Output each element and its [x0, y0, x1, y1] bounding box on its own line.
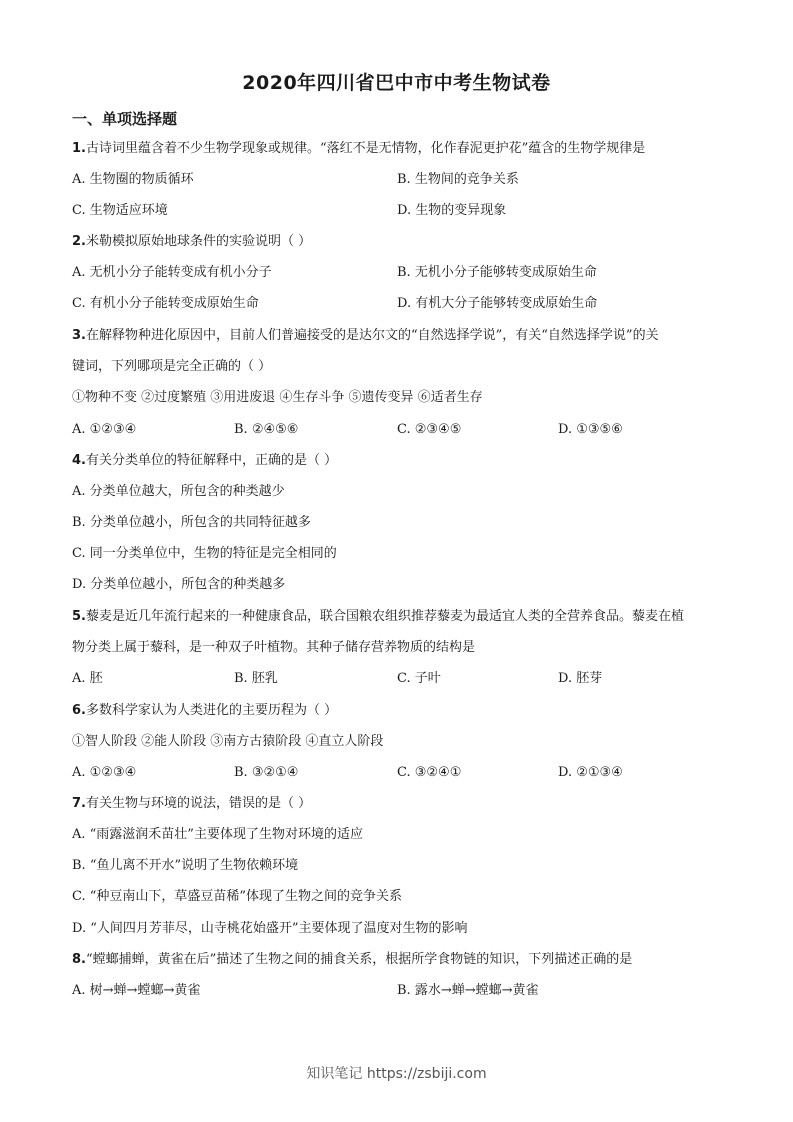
q7-option-d: D. “人间四月芳菲尽，山寺桃花始盛开”主要体现了温度对生物的影响	[72, 921, 468, 936]
q1-option-b: B. 生物间的竞争关系	[397, 172, 519, 187]
question-stem: 多数科学家认为人类进化的主要历程为（ ）	[85, 703, 338, 718]
question-3	[72, 327, 659, 345]
question-6	[72, 702, 337, 720]
question-3-stem-cont: 键词，下列哪项是完全正确的（ ）	[72, 359, 272, 374]
q7-option-c: C. “种豆南山下，草盛豆苗稀”体现了生物之间的竞争关系	[72, 889, 403, 904]
q1-option-c: C. 生物适应环境	[72, 203, 168, 218]
q4-option-a: A. 分类单位越大，所包含的种类越少	[72, 484, 285, 499]
q2-option-a: A. 无机小分子能转变成有机小分子	[72, 265, 272, 280]
q8-option-b: B. 露水→蝉→螳螂→黄雀	[397, 983, 539, 998]
q2-option-c: C. 有机小分子能转变成原始生命	[72, 296, 259, 311]
q2-option-d: D. 有机大分子能够转变成原始生命	[397, 296, 598, 311]
question-stem: 藜麦是近几年流行起来的一种健康食品，联合国粮农组织推荐藜麦为最适宜人类的全营养食品。藜麦在植	[85, 609, 684, 624]
q3-option-a: A. ①②③④	[72, 422, 137, 437]
q6-option-c: C. ③②④①	[397, 765, 462, 780]
question-stem: 有关生物与环境的说法，错误的是（ ）	[85, 796, 312, 811]
q2-option-b: B. 无机小分子能够转变成原始生命	[397, 265, 597, 280]
q7-option-b: B. “鱼儿离不开水”说明了生物依赖环境	[72, 858, 299, 873]
q5-option-a: A. 胚	[72, 671, 103, 686]
q5-option-b: B. 胚乳	[234, 671, 278, 686]
question-stem: 米勒模拟原始地球条件的实验说明（ ）	[85, 234, 312, 249]
footer-watermark: 知识笔记 https://zsbiji.com	[306, 1066, 487, 1082]
q4-option-c: C. 同一分类单位中，生物的特征是完全相同的	[72, 546, 337, 561]
question-stem: 有关分类单位的特征解释中，正确的是（ ）	[85, 453, 338, 468]
q4-option-d: D. 分类单位越小，所包含的种类越多	[72, 577, 286, 592]
question-number: 2.	[72, 234, 86, 249]
question-number: 5.	[72, 609, 86, 624]
q1-option-d: D. 生物的变异现象	[397, 203, 507, 218]
question-7	[72, 795, 311, 813]
q3-option-b: B. ②④⑤⑥	[234, 422, 299, 437]
question-3-items: ①物种不变 ②过度繁殖 ③用进废退 ④生存斗争 ⑤遗传变异 ⑥适者生存	[72, 390, 483, 405]
q1-option-a: A. 生物圈的物质循环	[72, 172, 194, 187]
question-number: 3.	[72, 328, 86, 343]
q6-option-b: B. ③②①④	[234, 765, 299, 780]
q6-option-d: D. ②①③④	[558, 765, 623, 780]
question-stem: 在解释物种进化原因中，目前人们普遍接受的是达尔文的“自然选择学说”，有关“自然选择学说”的关	[85, 328, 659, 343]
q5-option-d: D. 胚芽	[558, 671, 603, 686]
question-2	[72, 233, 311, 251]
q4-option-b: B. 分类单位越小，所包含的共同特征越多	[72, 515, 311, 530]
q5-option-c: C. 子叶	[397, 671, 441, 686]
question-4	[72, 452, 337, 470]
question-5-stem-cont: 物分类上属于藜科，是一种双子叶植物。其种子储存营养物质的结构是	[72, 640, 476, 655]
section-heading: 一、单项选择题	[72, 110, 178, 128]
question-number: 1.	[72, 141, 86, 156]
question-stem: 古诗词里蕴含着不少生物学现象或规律。“落红不是无情物，化作春泥更护花”蕴含的生物学规律是	[85, 141, 646, 156]
question-number: 7.	[72, 796, 86, 811]
question-number: 6.	[72, 703, 86, 718]
question-6-items: ①智人阶段 ②能人阶段 ③南方古猿阶段 ④直立人阶段	[72, 734, 384, 749]
question-5	[72, 608, 684, 626]
q3-option-c: C. ②③④⑤	[397, 422, 462, 437]
q7-option-a: A. “雨露滋润禾苗壮”主要体现了生物对环境的适应	[72, 827, 363, 842]
q8-option-a: A. 树→蝉→螳螂→黄雀	[72, 983, 201, 998]
page-title: 2020年四川省巴中市中考生物试卷	[242, 72, 551, 94]
question-1	[72, 140, 645, 158]
question-number: 4.	[72, 453, 86, 468]
q6-option-a: A. ①②③④	[72, 765, 137, 780]
question-stem: “螳螂捕蝉，黄雀在后”描述了生物之间的捕食关系，根据所学食物链的知识，下列描述正确的是	[85, 952, 633, 967]
question-number: 8.	[72, 952, 86, 967]
question-8	[72, 951, 632, 969]
q3-option-d: D. ①③⑤⑥	[558, 422, 623, 437]
